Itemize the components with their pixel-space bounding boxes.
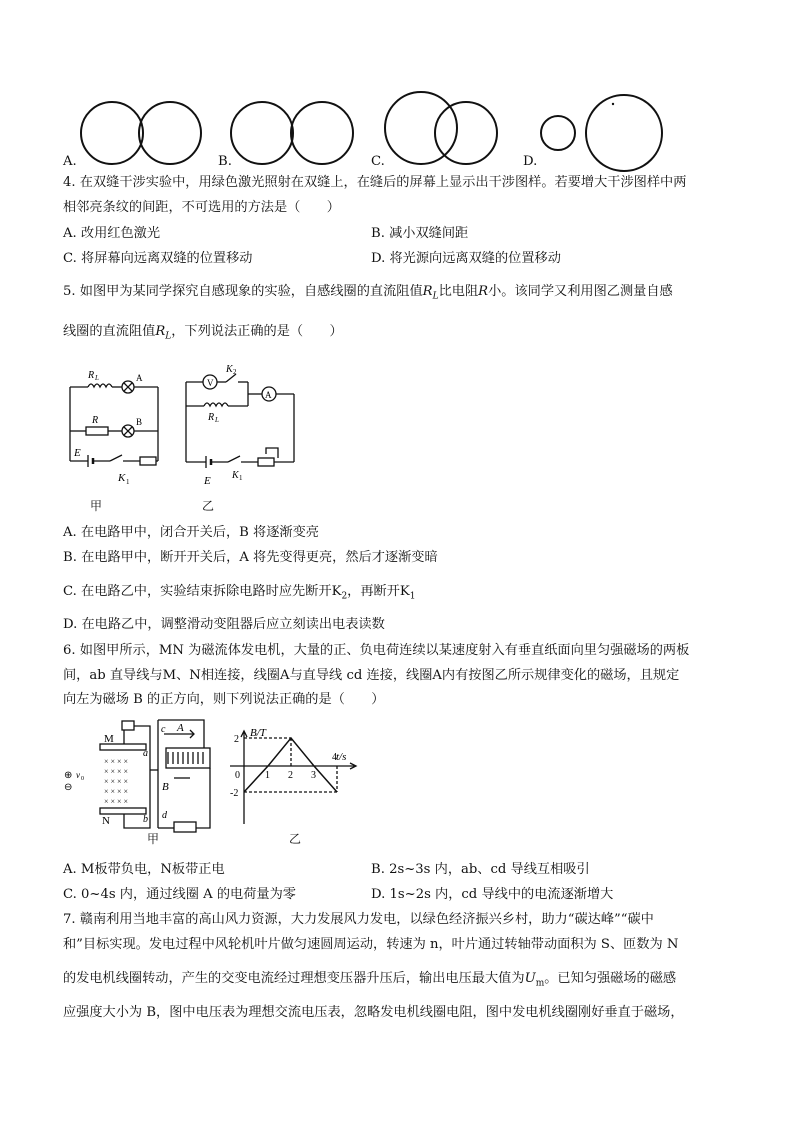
svg-text:0: 0 — [81, 776, 84, 782]
q7-line3: 的发电机线圈转动，产生的交变电流经过理想变压器升压后，输出电压最大值为$U_m$。已知匀强磁场的磁感 — [63, 971, 677, 989]
svg-text:R: R — [208, 412, 215, 423]
q5-circuit-jia — [66, 365, 166, 495]
svg-text:B: B — [162, 781, 169, 793]
svg-text:B: B — [136, 417, 143, 427]
svg-text:c: c — [161, 724, 166, 735]
circle-d-left — [541, 116, 575, 150]
q6-fig-yi-label: 乙 — [289, 832, 302, 846]
circle-c-left — [385, 92, 457, 164]
q6-line3: 向左为磁场 B 的正方向，则下列说法正确的是（ ） — [63, 692, 385, 707]
svg-text:E: E — [204, 475, 211, 487]
q5-fig-jia-label: 甲 — [90, 499, 103, 513]
svg-text:L: L — [95, 374, 99, 382]
svg-text:M: M — [104, 733, 114, 745]
circle-c-right — [435, 102, 497, 164]
svg-text:⊖: ⊖ — [64, 782, 73, 793]
q7-line4: 应强度大小为 B，图中电压表为理想交流电压表，忽略发电机线圈电阻，图中发电机线圈刚好垂直于磁场， — [63, 1005, 684, 1020]
q4-option-c: C. 将屏幕向远离双缝的位置移动 — [63, 251, 253, 266]
q6-option-c: C. 0~4s 内，通过线圈 A 的电荷量为零 — [63, 887, 296, 902]
svg-text:× × × ×: × × × × — [104, 777, 129, 786]
q6-option-a: A. M板带负电，N板带正电 — [63, 862, 225, 877]
svg-text:t/s: t/s — [336, 751, 347, 763]
q4-line1: 4. 在双缝干涉实验中，用绿色激光照射在双缝上，在缝后的屏幕上显示出干涉图样。若要增大干涉图样中两 — [63, 175, 687, 190]
svg-text:R: R — [92, 415, 99, 426]
svg-text:A: A — [265, 390, 272, 400]
circle-d-right — [586, 95, 662, 171]
q5-circuit-yi — [182, 362, 302, 492]
q6-graph-bt — [228, 728, 358, 828]
svg-text:3: 3 — [311, 770, 316, 781]
svg-text:d: d — [162, 810, 167, 821]
q6-line1: 6. 如图甲所示，MN 为磁流体发电机，大量的正、负电荷连续以某速度射入有垂直纸面向里匀强磁场的两板 — [63, 643, 690, 658]
q5-option-d: D. 在电路乙中，调整滑动变阻器后应立刻读出电表读数 — [63, 617, 385, 632]
q5-option-a: A. 在电路甲中，闭合开关后，B 将逐渐变亮 — [63, 525, 319, 540]
circle-option-d: D. — [523, 154, 538, 169]
circle-a-right — [139, 102, 201, 164]
svg-text:a: a — [143, 748, 148, 759]
svg-text:× × × ×: × × × × — [104, 787, 129, 796]
svg-text:1: 1 — [265, 770, 270, 781]
circle-option-b: B. — [218, 154, 232, 169]
svg-text:4: 4 — [332, 752, 337, 763]
svg-text:× × × ×: × × × × — [104, 767, 129, 776]
svg-text:× × × ×: × × × × — [104, 797, 129, 806]
svg-text:v: v — [76, 770, 80, 780]
svg-text:K: K — [226, 364, 233, 375]
svg-text:2: 2 — [234, 734, 239, 745]
svg-text:2: 2 — [233, 368, 237, 376]
svg-text:L: L — [215, 416, 219, 424]
svg-text:1: 1 — [239, 474, 243, 482]
svg-text:E: E — [74, 447, 81, 459]
svg-text:b: b — [143, 814, 148, 825]
svg-text:N: N — [102, 815, 110, 827]
q4-option-b: B. 减小双缝间距 — [371, 226, 469, 241]
circle-a-left — [81, 102, 143, 164]
q5-option-b: B. 在电路甲中，断开开关后，A 将先变得更亮，然后才逐渐变暗 — [63, 550, 438, 565]
svg-text:1: 1 — [126, 478, 130, 486]
q5-line2: 线圈的直流阻值$R_L$，下列说法正确的是（ ） — [63, 324, 343, 342]
q7-line2: 和”目标实现。发电过程中风轮机叶片做匀速圆周运动，转速为 n，叶片通过转轴带动面积为 S、匝数为 N — [63, 937, 679, 952]
q6-option-b: B. 2s~3s 内，ab、cd 导线互相吸引 — [371, 862, 590, 877]
q5-fig-yi-label: 乙 — [202, 499, 215, 513]
svg-text:K: K — [232, 470, 239, 481]
circle-option-a: A. — [63, 154, 77, 169]
svg-text:A: A — [136, 373, 143, 383]
q6-option-d: D. 1s~2s 内，cd 导线中的电流逐渐增大 — [371, 887, 614, 902]
q4-option-a: A. 改用红色激光 — [63, 226, 161, 241]
svg-text:B/T: B/T — [250, 727, 266, 739]
circle-option-c: C. — [371, 154, 385, 169]
svg-text:2: 2 — [288, 770, 293, 781]
q5-line1: 5. 如图甲为某同学探究自感现象的实验，自感线圈的直流阻值$R_L$比电阻R小。该同学又利用图乙测量自感 — [63, 284, 673, 302]
q6-line2: 间，ab 直导线与M、N相连接，线圈A与直导线 cd 连接，线圈A内有按图乙所示规律变化的磁场，且规定 — [63, 668, 680, 683]
q6-figure-jia — [64, 718, 214, 843]
q5-option-c: C. 在电路乙中，实验结束拆除电路时应先断开$K_2$，再断开$K_1$ — [63, 584, 416, 602]
svg-text:× × × ×: × × × × — [104, 757, 129, 766]
svg-text:⊕: ⊕ — [64, 770, 73, 781]
q6-fig-jia-label: 甲 — [147, 832, 160, 846]
svg-text:A: A — [177, 722, 184, 734]
q7-line1: 7. 赣南利用当地丰富的高山风力资源，大力发展风力发电，以绿色经济振兴乡村，助力“碳达峰”“碳中 — [63, 912, 654, 927]
circle-b-left — [231, 102, 293, 164]
svg-text:V: V — [207, 378, 214, 388]
svg-text:-2: -2 — [230, 788, 239, 799]
svg-text:K: K — [118, 472, 126, 484]
circle-options-figure — [0, 0, 794, 175]
svg-text:R: R — [88, 370, 95, 381]
q4-option-d: D. 将光源向远离双缝的位置移动 — [371, 251, 561, 266]
circle-b-right — [291, 102, 353, 164]
svg-text:0: 0 — [235, 770, 240, 781]
q4-line2: 相邻亮条纹的间距，不可选用的方法是（ ） — [63, 200, 340, 215]
